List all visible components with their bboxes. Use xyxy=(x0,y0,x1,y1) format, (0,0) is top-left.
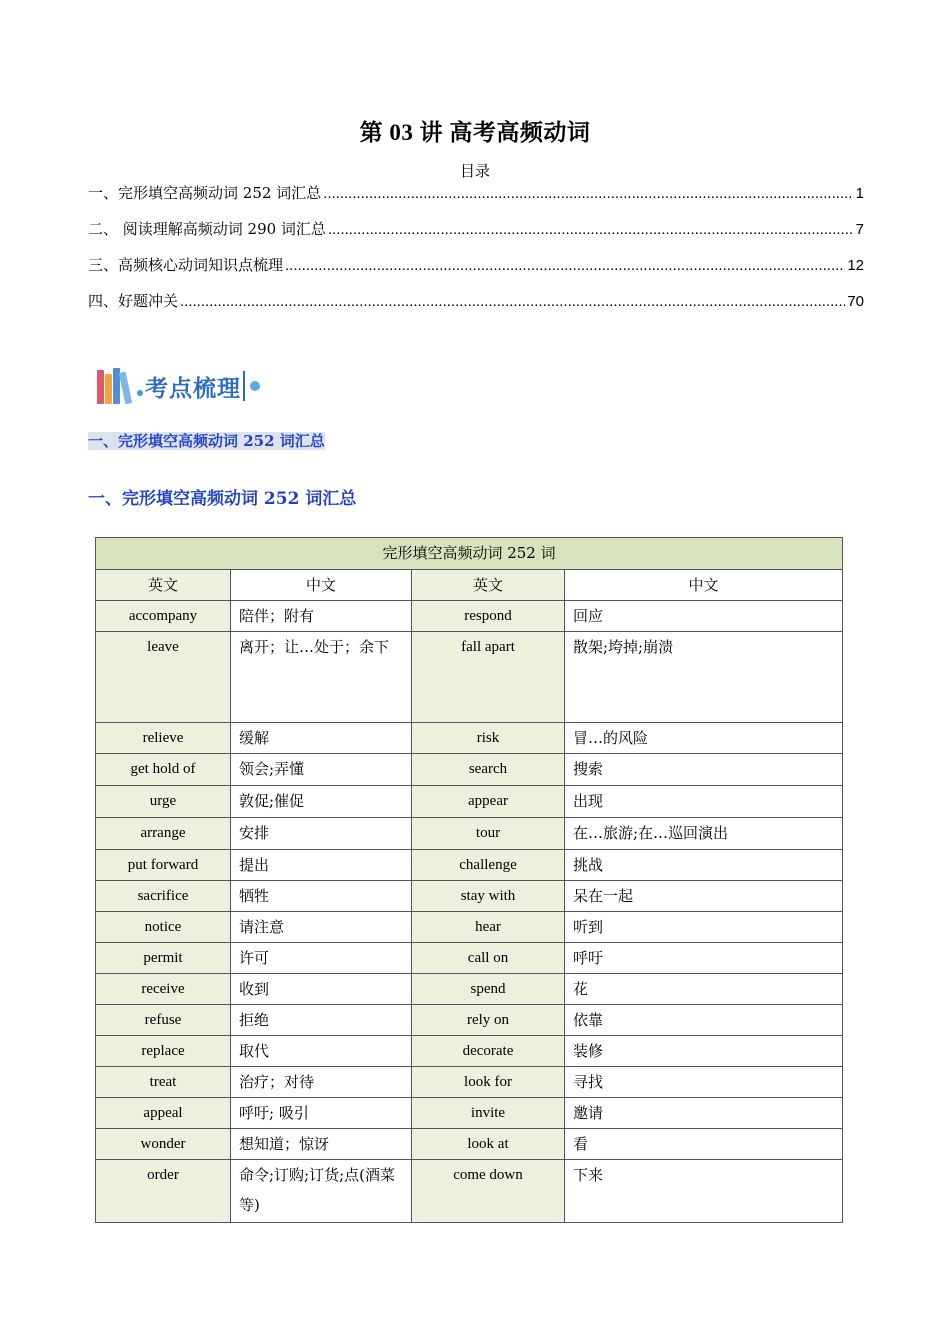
chinese-meaning-cell: 呆在一起 xyxy=(565,881,843,912)
chinese-meaning-cell: 呼吁; 吸引 xyxy=(231,1098,412,1129)
table-row xyxy=(96,943,843,974)
chinese-meaning-cell: 回应 xyxy=(565,601,843,632)
table-row xyxy=(96,881,843,912)
english-word-cell: rely on xyxy=(412,1005,565,1036)
toc-item-page[interactable]: 70 xyxy=(847,293,864,310)
english-word-cell: tour xyxy=(412,818,565,850)
chinese-meaning-cell: 装修 xyxy=(565,1036,843,1067)
toc-item-label[interactable]: 一、完形填空高频动词 252 词汇总 xyxy=(88,184,322,202)
toc-item-page[interactable]: 12 xyxy=(847,257,864,274)
chinese-meaning-cell: 领会;弄懂 xyxy=(231,754,412,786)
chinese-meaning-cell: 拒绝 xyxy=(231,1005,412,1036)
english-word-cell: hear xyxy=(412,912,565,943)
toc-leader-dots xyxy=(323,181,853,207)
toc-item-page[interactable]: 1 xyxy=(855,185,864,202)
chinese-meaning-cell: 提出 xyxy=(231,850,412,881)
chinese-meaning-cell: 想知道；惊讶 xyxy=(231,1129,412,1160)
english-word-cell: urge xyxy=(96,786,231,818)
chinese-meaning-cell: 离开；让…处于；余下 xyxy=(231,632,412,723)
toc-leader-dots xyxy=(285,253,845,279)
column-header: 英文 xyxy=(96,570,231,601)
table-row xyxy=(96,601,843,632)
chinese-meaning-cell: 治疗；对待 xyxy=(231,1067,412,1098)
table-row xyxy=(96,974,843,1005)
section-link-text[interactable]: 一、完形填空高频动词 252 词汇总 xyxy=(88,432,325,450)
english-word-cell: search xyxy=(412,754,565,786)
chinese-meaning-cell: 搜索 xyxy=(565,754,843,786)
chinese-meaning-cell: 花 xyxy=(565,974,843,1005)
english-word-cell: call on xyxy=(412,943,565,974)
english-word-cell: look at xyxy=(412,1129,565,1160)
chinese-meaning-cell: 冒…的风险 xyxy=(565,723,843,754)
english-word-cell: arrange xyxy=(96,818,231,850)
english-word-cell: sacrifice xyxy=(96,881,231,912)
english-word-cell: wonder xyxy=(96,1129,231,1160)
table-row xyxy=(96,723,843,754)
english-word-cell: order xyxy=(96,1160,231,1223)
table-row xyxy=(96,818,843,850)
chinese-meaning-cell: 出现 xyxy=(565,786,843,818)
vocab-table xyxy=(95,537,843,1223)
column-header: 中文 xyxy=(231,570,412,601)
chinese-meaning-cell: 敦促;催促 xyxy=(231,786,412,818)
chinese-meaning-cell: 安排 xyxy=(231,818,412,850)
table-row xyxy=(96,1098,843,1129)
chinese-meaning-cell: 寻找 xyxy=(565,1067,843,1098)
chinese-meaning-cell: 陪伴；附有 xyxy=(231,601,412,632)
english-word-cell: spend xyxy=(412,974,565,1005)
section-heading: 一、完形填空高频动词 252 词汇总 xyxy=(88,489,357,509)
toc-item[interactable] xyxy=(88,288,864,324)
logo-text: 考点梳理 xyxy=(145,375,241,402)
english-word-cell: look for xyxy=(412,1067,565,1098)
chinese-meaning-cell: 牺牲 xyxy=(231,881,412,912)
toc-heading: 目录 xyxy=(459,162,490,180)
english-word-cell: get hold of xyxy=(96,754,231,786)
table-caption-row xyxy=(96,538,843,570)
chinese-meaning-cell: 许可 xyxy=(231,943,412,974)
english-word-cell: leave xyxy=(96,632,231,723)
toc-item-label[interactable]: 四、好题冲关 xyxy=(88,292,179,310)
section-logo xyxy=(95,364,260,408)
chinese-meaning-cell: 取代 xyxy=(231,1036,412,1067)
english-word-cell: respond xyxy=(412,601,565,632)
english-word-cell: stay with xyxy=(412,881,565,912)
table-row xyxy=(96,1036,843,1067)
chinese-meaning-cell: 在…旅游;在…巡回演出 xyxy=(565,818,843,850)
english-word-cell: challenge xyxy=(412,850,565,881)
english-word-cell: risk xyxy=(412,723,565,754)
table-of-contents xyxy=(88,180,864,324)
table-row xyxy=(96,754,843,786)
toc-leader-dots xyxy=(328,217,854,243)
english-word-cell: receive xyxy=(96,974,231,1005)
table-row xyxy=(96,1160,843,1223)
english-word-cell: accompany xyxy=(96,601,231,632)
chinese-meaning-cell: 听到 xyxy=(565,912,843,943)
circle-icon xyxy=(250,381,260,391)
chinese-meaning-cell: 呼吁 xyxy=(565,943,843,974)
english-word-cell: notice xyxy=(96,912,231,943)
toc-item-label[interactable]: 二、 阅读理解高频动词 290 词汇总 xyxy=(88,220,326,238)
english-word-cell: refuse xyxy=(96,1005,231,1036)
chinese-meaning-cell: 下来 xyxy=(565,1160,843,1223)
chinese-meaning-cell: 命令;订购;订货;点(酒菜等) xyxy=(231,1160,412,1223)
document-title: 第 03 讲 高考高频动词 xyxy=(359,120,591,145)
table-row xyxy=(96,912,843,943)
toc-item[interactable] xyxy=(88,180,864,216)
english-word-cell: invite xyxy=(412,1098,565,1129)
chinese-meaning-cell: 收到 xyxy=(231,974,412,1005)
chinese-meaning-cell: 依靠 xyxy=(565,1005,843,1036)
chinese-meaning-cell: 看 xyxy=(565,1129,843,1160)
table-row xyxy=(96,850,843,881)
english-word-cell: appear xyxy=(412,786,565,818)
table-header-row xyxy=(96,570,843,601)
english-word-cell: relieve xyxy=(96,723,231,754)
table-row xyxy=(96,786,843,818)
chinese-meaning-cell: 散架;垮掉;崩溃 xyxy=(565,632,843,723)
english-word-cell: come down xyxy=(412,1160,565,1223)
english-word-cell: permit xyxy=(96,943,231,974)
table-row xyxy=(96,1005,843,1036)
toc-item[interactable] xyxy=(88,252,864,288)
table-row xyxy=(96,632,843,723)
toc-item-label[interactable]: 三、高频核心动词知识点梳理 xyxy=(88,256,284,274)
toc-leader-dots xyxy=(180,289,845,315)
cursor-bar-icon xyxy=(243,371,245,401)
table-row xyxy=(96,1067,843,1098)
english-word-cell: replace xyxy=(96,1036,231,1067)
section-link[interactable] xyxy=(88,430,325,451)
books-icon xyxy=(95,366,135,406)
english-word-cell: treat xyxy=(96,1067,231,1098)
chinese-meaning-cell: 缓解 xyxy=(231,723,412,754)
toc-item[interactable] xyxy=(88,216,864,252)
table-row xyxy=(96,1129,843,1160)
dot-icon xyxy=(137,390,143,396)
english-word-cell: fall apart xyxy=(412,632,565,723)
english-word-cell: put forward xyxy=(96,850,231,881)
english-word-cell: appeal xyxy=(96,1098,231,1129)
chinese-meaning-cell: 挑战 xyxy=(565,850,843,881)
english-word-cell: decorate xyxy=(412,1036,565,1067)
column-header: 中文 xyxy=(565,570,843,601)
chinese-meaning-cell: 邀请 xyxy=(565,1098,843,1129)
column-header: 英文 xyxy=(412,570,565,601)
chinese-meaning-cell: 请注意 xyxy=(231,912,412,943)
toc-item-page[interactable]: 7 xyxy=(855,221,864,238)
table-caption: 完形填空高频动词 252 词 xyxy=(96,538,843,570)
